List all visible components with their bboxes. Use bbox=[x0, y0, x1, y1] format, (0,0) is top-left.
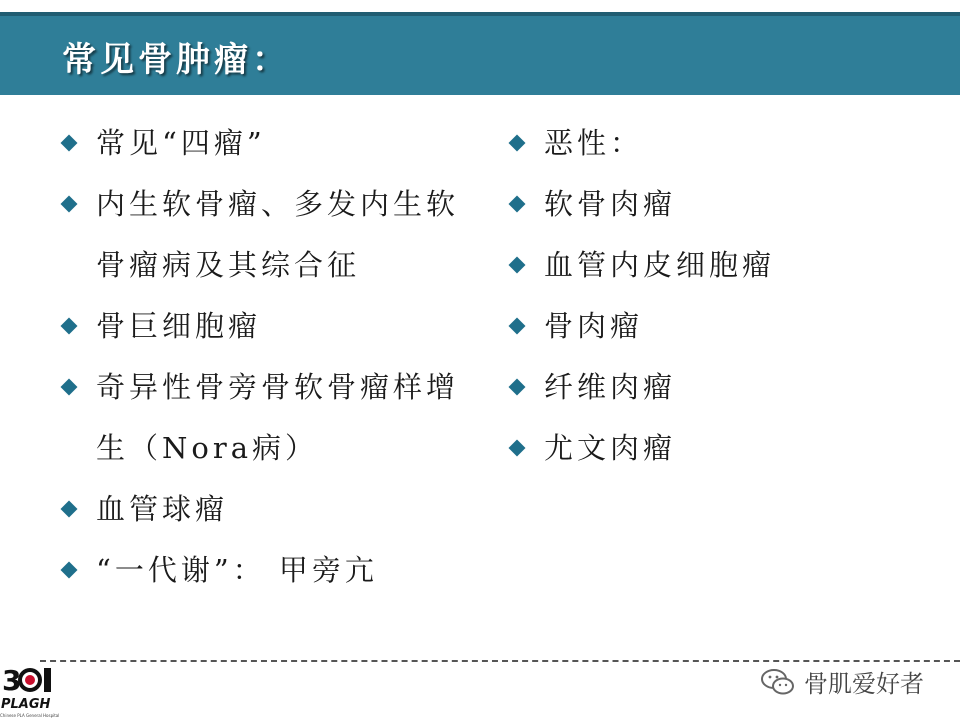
list-item-text: 尤文肉瘤 bbox=[544, 431, 677, 465]
watermark bbox=[760, 664, 924, 699]
list-item-text: 常见“四瘤” bbox=[96, 126, 266, 160]
diamond-bullet-icon bbox=[60, 479, 96, 540]
hospital-logo bbox=[0, 662, 60, 720]
list-item bbox=[60, 296, 480, 357]
title-bar bbox=[0, 12, 960, 95]
list-item-text: 纤维肉瘤 bbox=[544, 370, 677, 404]
list-item bbox=[508, 235, 928, 296]
list-item-text: 恶性： bbox=[544, 126, 644, 160]
right-column bbox=[508, 113, 928, 479]
diamond-bullet-icon bbox=[60, 296, 96, 357]
list-item-text: 奇异性骨旁骨软骨瘤样增生（Nora病） bbox=[96, 370, 460, 465]
svg-text:Chinese PLA General Hospital: Chinese PLA General Hospital bbox=[0, 713, 60, 718]
list-item bbox=[60, 113, 480, 174]
watermark-text: 骨肌爱好者 bbox=[804, 670, 924, 698]
diamond-bullet-icon bbox=[508, 296, 544, 357]
list-item-text: 内生软骨瘤、多发内生软骨瘤病及其综合征 bbox=[96, 187, 460, 282]
diamond-bullet-icon bbox=[60, 540, 96, 601]
svg-text:PLAGH: PLAGH bbox=[1, 697, 51, 712]
diamond-bullet-icon bbox=[60, 174, 96, 235]
diamond-bullet-icon bbox=[60, 357, 96, 418]
diamond-bullet-icon bbox=[508, 174, 544, 235]
list-item bbox=[508, 418, 928, 479]
title-bar-top-line bbox=[0, 12, 960, 16]
wechat-icon bbox=[760, 667, 796, 697]
footer-divider bbox=[40, 660, 960, 662]
list-item bbox=[508, 113, 928, 174]
list-item-text: 血管球瘤 bbox=[96, 492, 229, 526]
diamond-bullet-icon bbox=[508, 113, 544, 174]
list-item-text: 骨巨细胞瘤 bbox=[96, 309, 262, 343]
list-item bbox=[60, 357, 480, 479]
diamond-bullet-icon bbox=[508, 235, 544, 296]
diamond-bullet-icon bbox=[508, 357, 544, 418]
list-item-text: 血管内皮细胞瘤 bbox=[544, 248, 776, 282]
left-column bbox=[60, 113, 480, 601]
list-item-text: “一代谢”： 甲旁亢 bbox=[96, 553, 378, 587]
list-item bbox=[60, 540, 480, 601]
slide-title: 常见骨肿瘤： bbox=[62, 40, 290, 80]
diamond-bullet-icon bbox=[508, 418, 544, 479]
list-item-text: 软骨肉瘤 bbox=[544, 187, 677, 221]
list-item bbox=[60, 479, 480, 540]
list-item bbox=[508, 296, 928, 357]
list-item bbox=[508, 357, 928, 418]
svg-text:3: 3 bbox=[2, 664, 22, 697]
diamond-bullet-icon bbox=[60, 113, 96, 174]
list-item bbox=[60, 174, 480, 296]
list-item-text: 骨肉瘤 bbox=[544, 309, 644, 343]
list-item bbox=[508, 174, 928, 235]
